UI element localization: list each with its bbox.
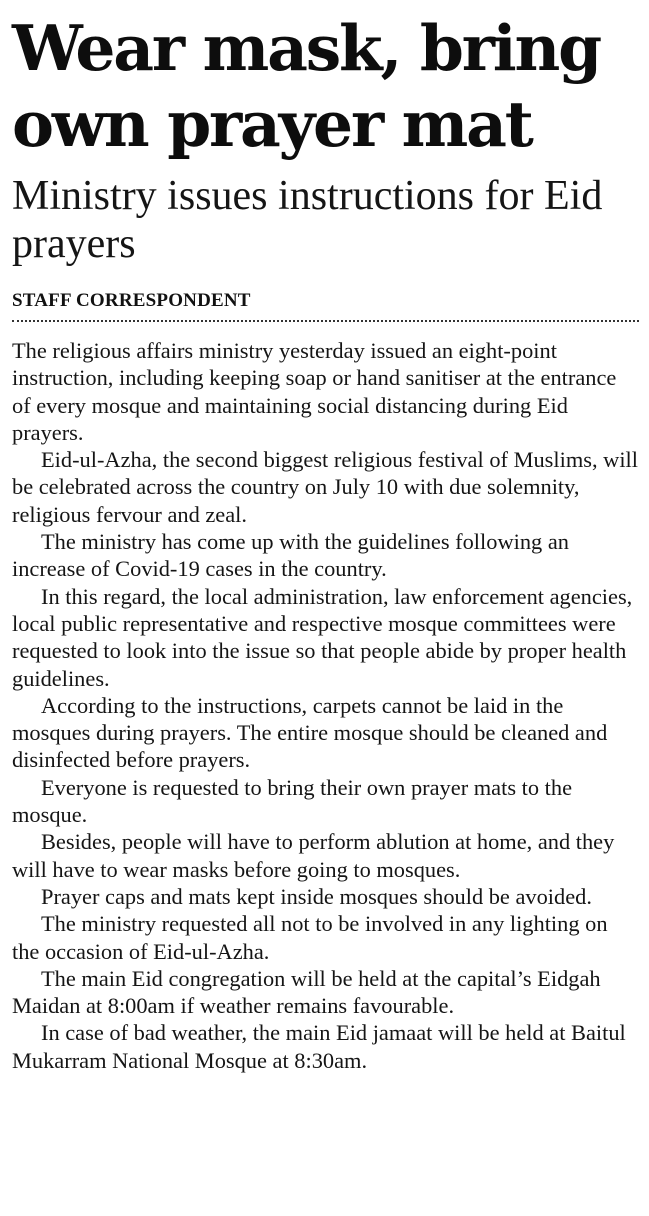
news-article (12, 10, 639, 1074)
paragraph-1: The religious affairs ministry yesterday issued an eight-point instruction, including keeping soap or hand sanitiser at the entrance of every mosque and maintaining social distancing during Eid prayers. (12, 338, 617, 445)
paragraph-8: Prayer caps and mats kept inside mosques should be avoided. (41, 883, 592, 909)
headline-line-2: own prayer mat (12, 87, 532, 161)
paragraph-9: The ministry requested all not to be involved in any lighting on the occasion of Eid-ul-Azha. (12, 911, 608, 964)
dotted-divider (12, 320, 639, 322)
paragraph-2: Eid-ul-Azha, the second biggest religious festival of Muslims, will be celebrated across the country on July 10 with due solemnity, religious fervour and zeal. (12, 447, 638, 527)
byline: STAFF CORRESPONDENT (12, 290, 251, 311)
paragraph-10: The main Eid congregation will be held at the capital’s Eidgah Maidan at 8:00am if weather remains favourable. (12, 965, 601, 1019)
article-body (12, 337, 639, 1074)
paragraph-6: Everyone is requested to bring their own prayer mats to the mosque. (12, 774, 573, 828)
paragraph-3: The ministry has come up with the guidelines following an increase of Covid-19 cases in the country. (12, 529, 569, 582)
subheadline: Ministry issues instructions for Eid prayers (12, 173, 603, 267)
paragraph-4: In this regard, the local administration, law enforcement agencies, local public representative and respective mosque committees were requested to look into the issue so that people abide by proper health guidelines. (12, 583, 633, 691)
headline-line-1: Wear mask, bring (12, 11, 600, 85)
headline (12, 10, 639, 162)
paragraph-7: Besides, people will have to perform ablution at home, and they will have to wear masks before going to mosques. (12, 829, 615, 882)
paragraph-5: According to the instructions, carpets cannot be laid in the mosques during prayers. The entire mosque should be cleaned and disinfected before prayers. (12, 692, 608, 773)
paragraph-11: In case of bad weather, the main Eid jamaat will be held at Baitul Mukarram National Mosque at 8:30am. (12, 1020, 626, 1073)
